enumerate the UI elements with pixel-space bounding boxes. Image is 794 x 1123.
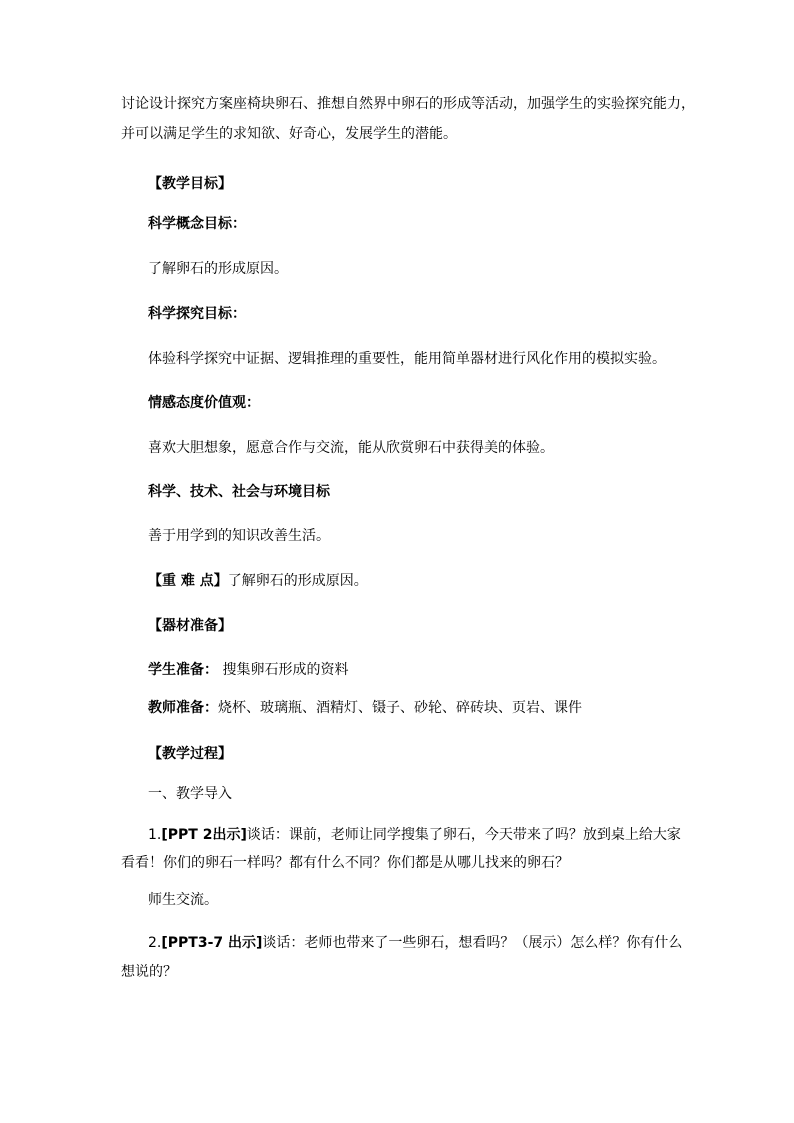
intro-paragraph-line-2: 并可以满足学生的求知欲、好奇心，发展学生的潜能。 [121,126,457,142]
step-1-line-2: 看看！你们的卵石一样吗？都有什么不同？你们都是从哪儿找来的卵石？ [121,855,569,871]
key-point-line [148,571,368,591]
step-2-line-1 [148,933,682,953]
step-1-text-1: 谈话：课前，老师让同学搜集了卵石，今天带来了吗？放到桌上给大家 [246,827,681,843]
student-materials-label: 学生准备： [148,662,218,678]
step-1-ppt-tag: [PPT 2出示] [161,827,247,843]
inquiry-goal-text: 体验科学探究中证据、逻辑推理的重要性，能用简单器材进行风化作用的模拟实验。 [148,351,666,367]
sts-goal-label: 科学、技术、社会与环境目标 [148,484,330,500]
concept-goal-label: 科学概念目标： [148,216,246,232]
objectives-heading: 【教学目标】 [148,176,232,192]
inquiry-goal-label: 科学探究目标： [148,306,246,322]
teacher-materials-text: 烧杯、玻璃瓶、酒精灯、镊子、砂轮、碎砖块、页岩、课件 [218,700,582,716]
step-2-line-2: 想说的？ [121,964,177,980]
process-heading: 【教学过程】 [148,746,232,762]
key-point-label: 【重 难 点】 [148,573,228,589]
attitude-goal-label: 情感态度价值观： [148,395,260,411]
attitude-goal-text: 喜欢大胆想象，愿意合作与交流，能从欣赏卵石中获得美的体验。 [148,440,554,456]
step-1-line-1 [148,825,681,845]
materials-heading: 【器材准备】 [148,618,232,634]
teacher-student-exchange: 师生交流。 [148,892,218,908]
step-2-ppt-tag: [PPT3-7 出示] [161,935,263,951]
section-1-title: 一、教学导入 [148,786,232,802]
teacher-materials-line [148,698,582,718]
student-materials-text: 搜集卵石形成的资料 [218,662,349,678]
teacher-materials-label: 教师准备： [148,700,218,716]
intro-paragraph-line-1: 讨论设计探究方案座椅块卵石、推想自然界中卵石的形成等活动，加强学生的实验探究能力， [121,96,695,112]
step-2-text-1: 谈话：老师也带来了一些卵石，想看吗？（展示）怎么样？你有什么 [262,935,683,951]
step-1-number: 1. [148,827,162,843]
student-materials-line [148,660,348,680]
sts-goal-text: 善于用学到的知识改善生活。 [148,528,330,544]
step-2-number: 2. [148,935,162,951]
concept-goal-text: 了解卵石的形成原因。 [148,261,288,277]
key-point-text: 了解卵石的形成原因。 [227,573,368,589]
